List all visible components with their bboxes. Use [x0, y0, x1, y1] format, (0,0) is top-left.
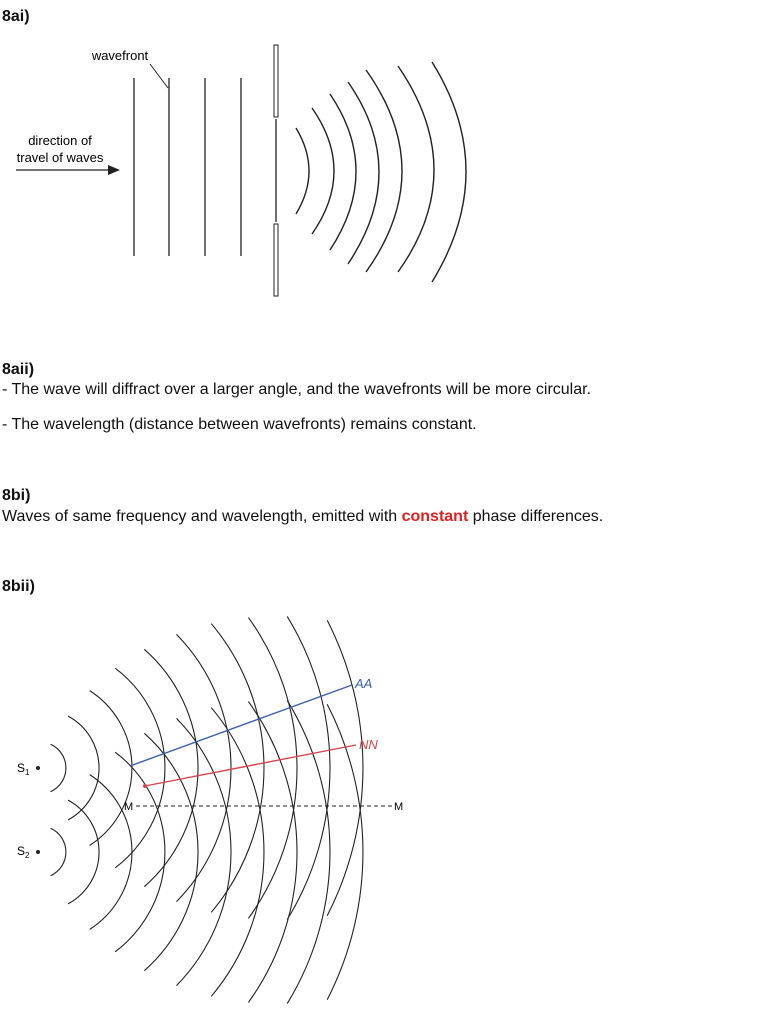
- aa-label: AA: [355, 676, 373, 691]
- diffracted-wavefront: [398, 66, 434, 272]
- diffracted-wavefront: [366, 70, 402, 272]
- source2-wavefronts: [51, 700, 363, 1003]
- wavefront-arc: [115, 752, 165, 952]
- barrier-top: [274, 45, 278, 117]
- wavefront-arc: [68, 800, 99, 904]
- source2-dot: [36, 850, 40, 854]
- m-left-label: M: [124, 801, 134, 813]
- direction-label-line2: travel of waves: [16, 150, 104, 165]
- diffraction-diagram: [0, 36, 480, 306]
- answer-8bi-highlight: constant: [401, 508, 469, 525]
- wavefront-arc: [248, 702, 297, 1003]
- nodal-line: [145, 745, 356, 786]
- wavefront-arc: [144, 733, 198, 970]
- heading-8ai: 8ai): [2, 8, 30, 25]
- diffracted-wavefront: [296, 128, 309, 214]
- wavefront-arc: [287, 700, 330, 1003]
- wavefront-arc: [90, 775, 132, 930]
- m-right-label: M: [394, 801, 404, 813]
- wavefront-arc: [177, 634, 232, 901]
- direction-label-line1: direction of: [28, 133, 92, 148]
- wavefront-arc: [211, 708, 264, 997]
- wavefront-arc: [144, 649, 198, 886]
- source1-wavefronts: [51, 616, 363, 919]
- diffracted-wavefront: [312, 108, 334, 234]
- wavefront-arc: [90, 691, 132, 846]
- answer-8bi: [2, 508, 603, 526]
- heading-8bii: 8bii): [2, 578, 35, 595]
- wavefront-arc: [115, 668, 165, 868]
- answer-8aii-line1: - The wave will diffract over a larger angle, and the wavefronts will be more circular.: [2, 381, 592, 398]
- diffracted-wavefront: [432, 62, 466, 282]
- barrier-bottom: [274, 224, 278, 296]
- nn-label: NN: [359, 737, 378, 752]
- wavefront-arc: [327, 620, 363, 915]
- heading-8aii: 8aii): [2, 361, 35, 378]
- source1-dot: [36, 766, 40, 770]
- diffracted-wavefront: [348, 82, 379, 264]
- wavefront-arc: [68, 716, 99, 820]
- answer-8aii-line2: - The wavelength (distance between wavefronts) remains constant.: [2, 416, 477, 433]
- answer-8bi-after: phase differences.: [468, 508, 604, 525]
- source1-label: $S_1$: [17, 761, 30, 777]
- interference-diagram: [0, 590, 460, 1020]
- arrowhead-icon: [108, 165, 120, 175]
- nodal-line-start-dot: [143, 784, 147, 788]
- answer-8bi-before: Waves of same frequency and wavelength, emitted with: [2, 508, 402, 525]
- wavefront-arc: [177, 718, 232, 985]
- wavefront-arc: [287, 616, 330, 919]
- wavefront-arc: [248, 618, 297, 919]
- source2-label: $S_2$: [17, 844, 30, 860]
- heading-8bi: 8bi): [2, 487, 31, 504]
- wavefront-arc: [51, 828, 66, 875]
- wavefront-label: wavefront: [91, 48, 149, 63]
- wavefront-arc: [327, 704, 363, 999]
- wavefront-arc: [51, 744, 66, 791]
- wavefront-pointer: [150, 64, 168, 88]
